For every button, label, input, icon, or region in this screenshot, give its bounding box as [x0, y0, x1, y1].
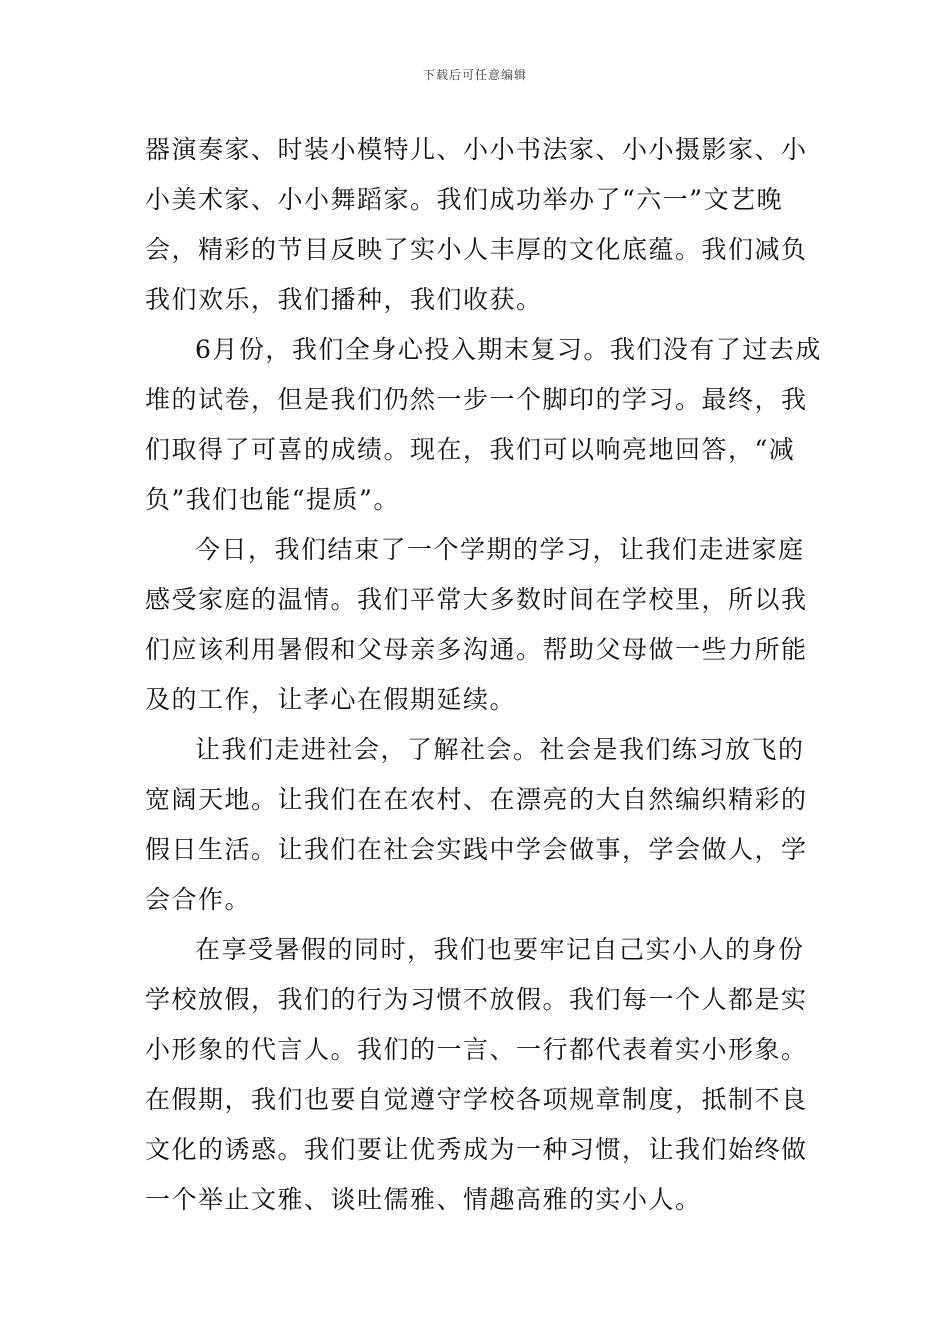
text-line: 器演奏家、时装小模特儿、小小书法家、小小摄影家、小	[145, 135, 808, 164]
paragraph-first-line: 在享受暑假的同时，我们也要牢记自己实小人的身份	[195, 935, 805, 964]
text-line: 学校放假，我们的行为习惯不放假。我们每一个人都是实	[145, 985, 808, 1014]
text-line: 及的工作，让孝心在假期延续。	[145, 685, 517, 714]
paragraph-first-line: 今日，我们结束了一个学期的学习，让我们走进家庭	[195, 535, 805, 564]
text-line: 堆的试卷，但是我们仍然一步一个脚印的学习。最终，我	[145, 385, 808, 414]
text-line: 小美术家、小小舞蹈家。我们成功举办了“六一”文艺晚	[145, 185, 784, 214]
text-line: 小形象的代言人。我们的一言、一行都代表着实小形象。	[145, 1035, 808, 1064]
paragraph-first-line: 让我们走进社会，了解社会。社会是我们练习放飞的	[195, 735, 805, 764]
text-line: 在假期，我们也要自觉遵守学校各项规章制度，抵制不良	[145, 1085, 808, 1114]
page-header: 下载后可任意编辑	[422, 68, 527, 82]
text-line: 一个举止文雅、谈吐儒雅、情趣高雅的实小人。	[145, 1185, 702, 1214]
text-line: 们取得了可喜的成绩。现在，我们可以响亮地回答，“减	[145, 435, 796, 464]
text-line: 们应该利用暑假和父母亲多沟通。帮助父母做一些力所能	[145, 635, 808, 664]
text-line: 会，精彩的节目反映了实小人丰厚的文化底蕴。我们减负	[145, 235, 808, 264]
text-line: 我们欢乐，我们播种，我们收获。	[145, 285, 543, 314]
text-line: 文化的诱惑。我们要让优秀成为一种习惯，让我们始终做	[145, 1135, 808, 1164]
paragraph-first-line: 6月份，我们全身心投入期末复习。我们没有了过去成	[195, 335, 822, 364]
text-line: 负”我们也能“提质”。	[145, 485, 400, 514]
text-line: 感受家庭的温情。我们平常大多数时间在学校里，所以我	[145, 585, 808, 614]
text-line: 会合作。	[145, 885, 252, 914]
text-line: 宽阔天地。让我们在在农村、在漂亮的大自然编织精彩的	[145, 785, 808, 814]
text-line: 假日生活。让我们在社会实践中学会做事，学会做人，学	[145, 835, 808, 864]
